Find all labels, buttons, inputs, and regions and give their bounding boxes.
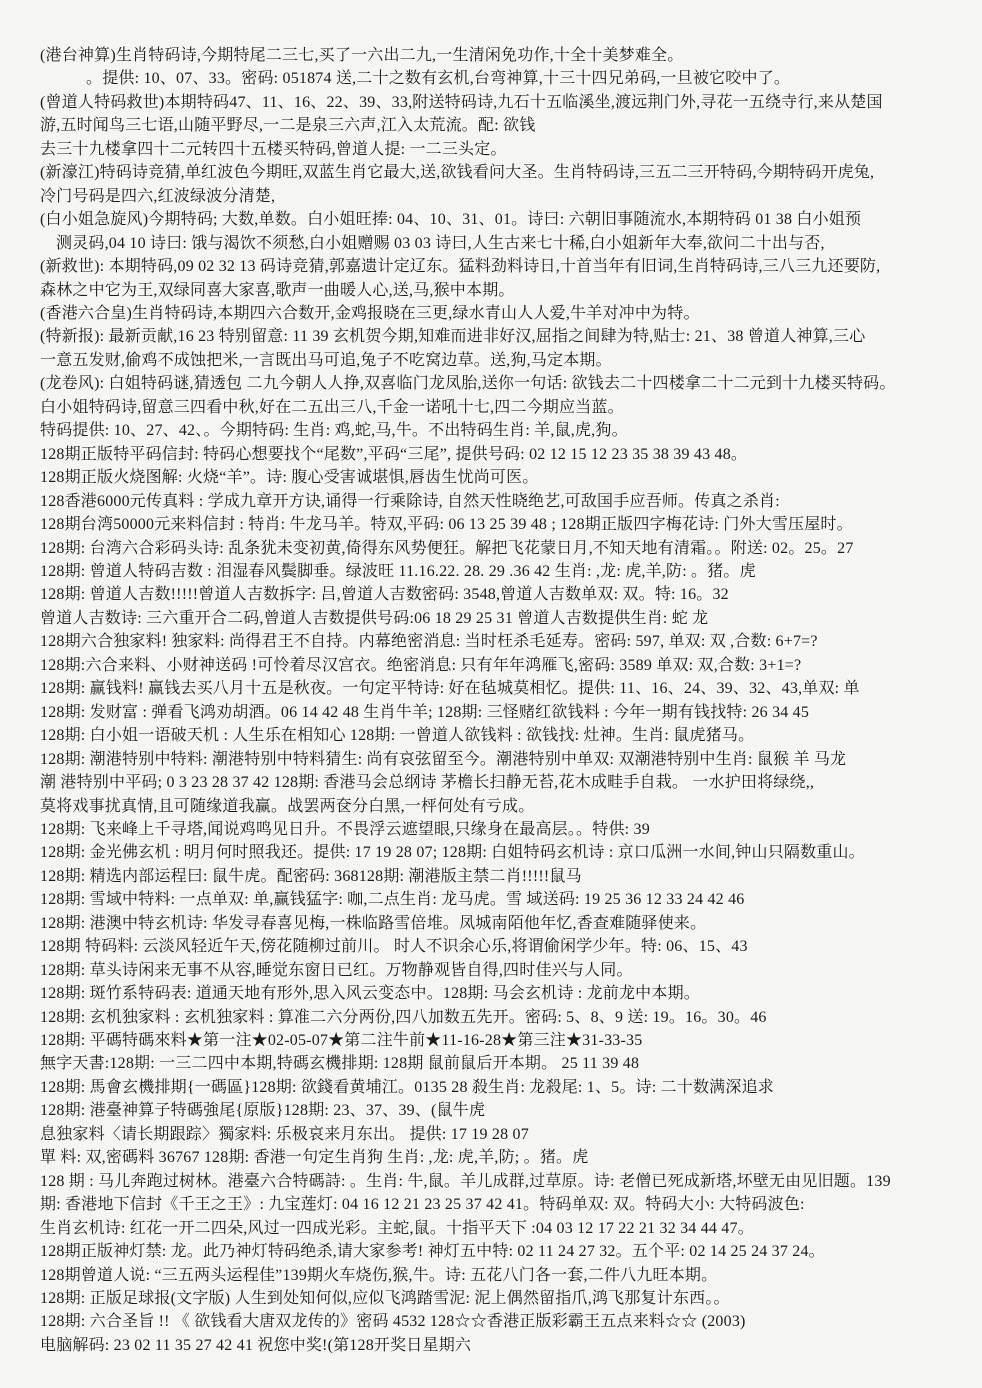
text-line: 128期: 斑竹系特码表: 道通天地有形外,思入风云变态中。128期: 马会玄机诗 : 龙前龙中本期。	[40, 985, 700, 1003]
text-line: 128期六合独家料! 独家料: 尚得君王不自持。内幕绝密消息: 当时枉杀毛延寿。密码: 597, 单双: 双 ,合数: 6+7=?	[40, 633, 818, 651]
text-line: (香港六合皇)生肖特码诗,本期四六合数开,金鸡报晓在三更,绿水青山人人爱,牛羊对冲中为特。	[40, 304, 700, 322]
text-line: 128期:六合来料、小财神送码 !可怜着尽汉宫衣。绝密消息: 只有年年鸿雁飞,密码: 3589 单双: 双,合数: 3+1=?	[40, 656, 802, 674]
text-line: 128期 特码料: 云淡风轻近午天,傍花随柳过前川。 时人不识余心乐,将谓偷闲学少年。特: 06、15、43	[40, 938, 748, 956]
text-line: 128期正版特平码信封: 特码心想要找个“尾数”,平码“三尾”, 提供号码: 02 12 15 12 23 35 38 39 43 48。	[40, 445, 748, 463]
document-body	[40, 44, 958, 1357]
text-line: 128期: 发财富 : 弹看飞鸿劝胡酒。06 14 42 48 生肖牛羊; 128期: 三怪赌红欲钱料 : 今年一期有钱找特: 26 34 45	[40, 703, 810, 721]
text-line: 128期: 曾道人特码吉数 : 泪湿春风鬓脚垂。绿波旺 11.16.22. 28. 29 .36 42 生肖: ,龙: 虎,羊,防: 。猪。虎	[40, 562, 756, 580]
text-line: 128期: 草头诗闲来无事不从容,睡觉东窗日已红。万物静观皆自得,四时佳兴与人同。	[40, 961, 633, 979]
text-line: 128期: 白小姐一语破天机 : 人生乐在相知心 128期: 一曾道人欲钱料 : 欲钱找: 灶神。生肖: 鼠虎猪马。	[40, 727, 755, 745]
text-line: 128期: 精选内部运程曰: 鼠牛虎。配密码: 368128期: 潮港版主禁二肖!!!!!鼠马	[40, 867, 582, 885]
text-line: 128期: 台湾六合彩码头诗: 乱条犹未变初黄,倚得东风势便狂。解把飞花蒙日月,不知天地有清霜。。附送: 02。25。27	[40, 539, 854, 557]
text-line: 白小姐特码诗,留意三四看中秋,好在二五出三八,千金一诺吼十七,四二今期应当蓝。	[40, 398, 624, 416]
text-line: 特码提供: 10、27、42、。今期特码: 生肖: 鸡,蛇,马,牛。不出特码生肖: 羊,鼠,虎,狗。	[40, 422, 628, 440]
text-line: 128期: 曾道人吉数!!!!!曾道人吉数拆字: 吕,曾道人吉数密码: 3548,曾道人吉数单双: 双。特: 16。32	[40, 586, 729, 604]
text-line: 电脑解码: 23 02 11 35 27 42 41 祝您中奖!(第128开奖日星期六	[40, 1336, 472, 1354]
text-line: 。提供: 10、07、33。密码: 051874 送,二十之数有玄机,台弯神算,十三十四兄弟码,一旦被它咬中了。	[86, 70, 791, 88]
text-line: 無字天書:128期: 一三二四中本期,特碼玄機排期: 128期 鼠前鼠后开本期。 25 11 39 48	[40, 1055, 640, 1073]
text-line: 128期: 六合圣旨 !! 《 欲钱看大唐双龙传的》密码 4532 128☆☆香港正版彩霸王五点来料☆☆ (2003)	[40, 1313, 746, 1331]
text-line: 128期台湾50000元来料信封 : 特肖: 牛龙马羊。特双,平码: 06 13 25 39 48 ; 128期正版四字梅花诗: 门外大雪压屋时。	[40, 516, 853, 534]
text-line: 128期正版火烧图解: 火烧“羊”。诗: 腹心受害诚堪惧,唇齿生忧尚可医。	[40, 469, 539, 487]
text-line: 期: 香港地下信封《千王之王》: 九宝莲灯: 04 16 12 21 23 25 37 42 41。特码单双: 双。特码大小: 大特码波色:	[40, 1196, 805, 1214]
text-line: 128 期 : 马儿奔跑过树林。港臺六合特碼詩: 。生肖: 牛,鼠。羊儿成群,过草原。诗: 老僧已死成新塔,坏壁无由见旧题。139	[40, 1172, 891, 1190]
text-line: (特新报): 最新贡献,16 23 特别留意: 11 39 玄机贺今期,知难而进非好汉,屈指之间肆为特,贴士: 21、38 曾道人神算,三心	[40, 328, 866, 346]
text-line: 128期: 潮港特别中特料: 潮港特别中特料猜生: 尚有哀弦留至今。潮港特别中单双: 双潮港特别中生肖: 鼠猴 羊 马龙	[40, 750, 847, 768]
text-line: (曾道人特码救世)本期特码47、11、16、22、39、33,附送特码诗,九石十五临溪坐,渡远荆门外,寻花一五绕寺行,来从楚国	[40, 93, 883, 111]
text-line: 测灵码,04 10 诗曰: 饿与渴饮不须愁,白小姐赠赐 03 03 诗曰,人生古来七十稀,白小姐新年大奉,欲问二十出与否,	[56, 234, 825, 252]
text-line: 游,五时闻鸟三七语,山随平野尽,一二是泉三六声,江入太荒流。配: 欲钱	[40, 117, 536, 135]
text-line: 128期: 玄机独家料 : 玄机独家料 : 算准二六分两份,四八加数五先开。密码: 5、8、9 送: 19。16。30。46	[40, 1008, 767, 1026]
text-line: 128期: 正版足球报(文字版) 人生到处知何似,应似飞鸿踏雪泥: 泥上偶然留指爪,鸿飞那复计东西。。	[40, 1290, 730, 1308]
text-line: 潮 港特别中平码; 0 3 23 28 37 42 128期: 香港马会总纲诗 茅檐长扫静无苔,花木成畦手自栽。 一水护田将绿绕,,	[40, 774, 815, 792]
text-line: 128香港6000元传真料 : 学成九章开方诀,诵得一行乘除诗, 自然天性晓绝艺,可敌国手应吾师。传真之杀肖:	[40, 492, 780, 510]
text-line: 128期: 飞来峰上千寻塔,闻说鸡鸣见日升。不畏浮云遮望眼,只缘身在最高层。。特供: 39	[40, 820, 650, 838]
text-line: 單 料: 双,密碼料 36767 128期: 香港一句定生肖狗 生肖: ,龙: 虎,羊,防; 。猪。虎	[40, 1149, 589, 1167]
text-line: (龙卷风): 白姐特码谜,猜透包 二九今朝人人挣,双喜临门龙凤胎,送你一句话: 欲钱去二十四楼拿二十二元到十九楼买特码。	[40, 375, 896, 393]
text-line: 冷门号码是四六,红波绿波分清楚,	[40, 187, 276, 205]
text-line: (港台神算)生肖特码诗,今期特尾二三七,买了一六出二九,一生清闲免功作,十全十美梦难全。	[40, 47, 684, 64]
text-line: 去三十九楼拿四十二元转四十五楼买特码,曾道人提: 一二三头定。	[40, 140, 507, 158]
text-line: 128期曾道人说: “三五两头运程佳”139期火车烧伤,猴,牛。诗: 五花八门各一套,二件八九旺本期。	[40, 1266, 718, 1284]
text-line: 128期正版神灯禁: 龙。此乃神灯特码绝杀,请大家参考! 神灯五中特: 02 11 24 27 32。五个平: 02 14 25 24 37 24。	[40, 1243, 825, 1261]
text-line: 128期: 馬會玄機排期{一碼區}128期: 欲錢看黄埔江。0135 28 殺生肖: 龙殺尾: 1、5。诗: 二十数满深追求	[40, 1078, 774, 1096]
text-line: 森林之中它为王,双绿同喜大家喜,歌声一曲暖人心,送,马,猴中本期。	[40, 281, 515, 299]
text-line: (白小姐急旋风)今期特码; 大数,单数。白小姐旺捧: 04、10、31、01。诗曰: 六朝旧事随流水,本期特码 01 38 白小姐预	[40, 211, 862, 229]
text-line: 息独家料〈请长期跟踪〉獨家料: 乐极哀来月东出。 提供: 17 19 28 07	[40, 1125, 529, 1143]
text-line: 128期: 港澳中特玄机诗: 华发寻春喜见梅,一株临路雪倍堆。凤城南陌他年忆,香查难随驿使来。	[40, 914, 707, 932]
text-line: 128期: 平碼特碼來料★第一注★02-05-07★第二注牛前★11-16-28★第三注★31-33-35	[40, 1032, 643, 1050]
text-line: 一意五发财,偷鸡不成蚀把米,一言既出马可追,兔子不吃窝边草。送,狗,马定本期。	[40, 351, 612, 369]
text-line: (新救世): 本期特码,09 02 32 13 码诗竞猜,郭嘉遗计定辽东。猛料劲料诗日,十首当年有旧词,生肖特码诗,三八三九还要防,	[40, 258, 881, 276]
text-line: 128期: 金光佛玄机 : 明月何时照我还。提供: 17 19 28 07; 128期: 白姐特码玄机诗 : 京口瓜洲一水间,钟山只隔数重山。	[40, 844, 865, 862]
text-line: 128期: 赢钱料! 赢钱去买八月十五是秋夜。一句定平特诗: 好在毡城莫相忆。提供: 11、16、24、39、32、43,单双: 单	[40, 680, 860, 698]
text-line: 生肖玄机诗: 红花一开二四朵,风过一四成光彩。主蛇,鼠。十指平天下 :04 03 12 17 22 21 32 34 44 47。	[40, 1219, 754, 1237]
text-line: 莫将戏事扰真情,且可随缘道我赢。战罢两奁分白黑,一枰何处有亏成。	[40, 797, 535, 815]
text-line: 128期: 港臺神算子特碼強尾{原版}128期: 23、37、39、(鼠牛虎	[40, 1102, 486, 1120]
text-line: 128期: 雪域中特料: 一点单双: 单,赢钱猛字: 咖,二点生肖: 龙马虎。雪 域送码: 19 25 36 12 33 24 42 46	[40, 891, 745, 909]
text-line: 曾道人吉数诗: 三六重开合二码,曾道人吉数提供号码:06 18 29 25 31 曾道人吉数提供生肖: 蛇 龙	[40, 609, 709, 627]
text-line: (新濠江)特码诗竞猜,单红波色今期旺,双蓝生肖它最大,送,欲钱看问大圣。生肖特码诗,三五二三开特码,今期特码开虎兔,	[40, 164, 875, 182]
